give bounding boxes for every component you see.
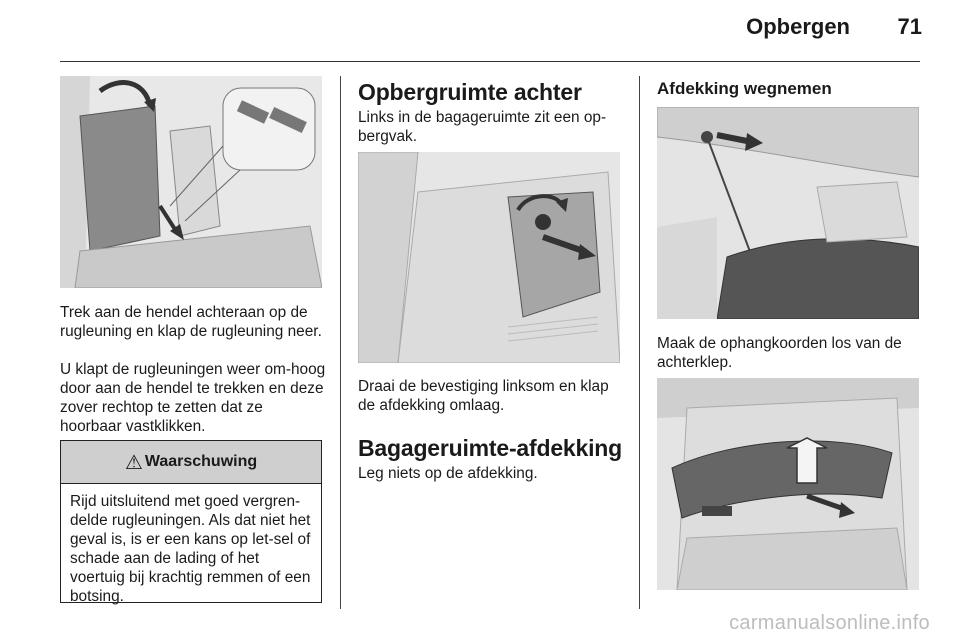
cover-removal-illustration [657, 378, 919, 590]
storage-intro-text: Links in de bagageruimte zit een op-bergvak. [358, 109, 607, 145]
subheading-remove-cover: Afdekking wegnemen [657, 79, 832, 98]
warning-header [61, 441, 321, 484]
section-heading-storage: Opbergruimte achter [358, 79, 582, 105]
section-heading-cover: Bagageruimte-afdekking [358, 435, 622, 461]
warning-box [60, 440, 322, 603]
warning-text: Rijd uitsluitend met goed vergren-delde rugleuningen. Als dat niet het geval is, is er een kans op let-sel of schade aan de lading of het voertuig bij krachtig remmen of een botsing. [70, 493, 311, 605]
column-divider-left [340, 76, 341, 609]
storage-caption: Draai de bevestiging linksom en klap de afdekking omlaag. [358, 378, 609, 414]
page-number: 71 [897, 14, 922, 39]
warning-triangle-icon: ⚠ [124, 451, 143, 474]
tailgate-caption: Maak de ophangkoorden los van de achterklep. [657, 335, 902, 371]
seat-backrest-illustration [60, 76, 322, 288]
tailgate-cord-illustration [657, 107, 919, 319]
header-rule [60, 61, 920, 62]
column-divider-right [639, 76, 640, 609]
page-header-title: Opbergen [746, 14, 850, 39]
cover-warning-text: Leg niets op de afdekking. [358, 465, 538, 482]
instruction-fold-backrest: Trek aan de hendel achteraan op de rugleuning en klap de rugleuning neer. [60, 304, 322, 340]
warning-title: Waarschuwing [144, 453, 258, 470]
watermark: carmanualsonline.info [729, 612, 930, 634]
instruction-raise-backrest: U klapt de rugleuningen weer om-hoog door aan de hendel te trekken en deze zover rechtop te zetten dat ze hoorbaar vastklikken. [60, 361, 326, 435]
storage-compartment-illustration [358, 152, 620, 363]
